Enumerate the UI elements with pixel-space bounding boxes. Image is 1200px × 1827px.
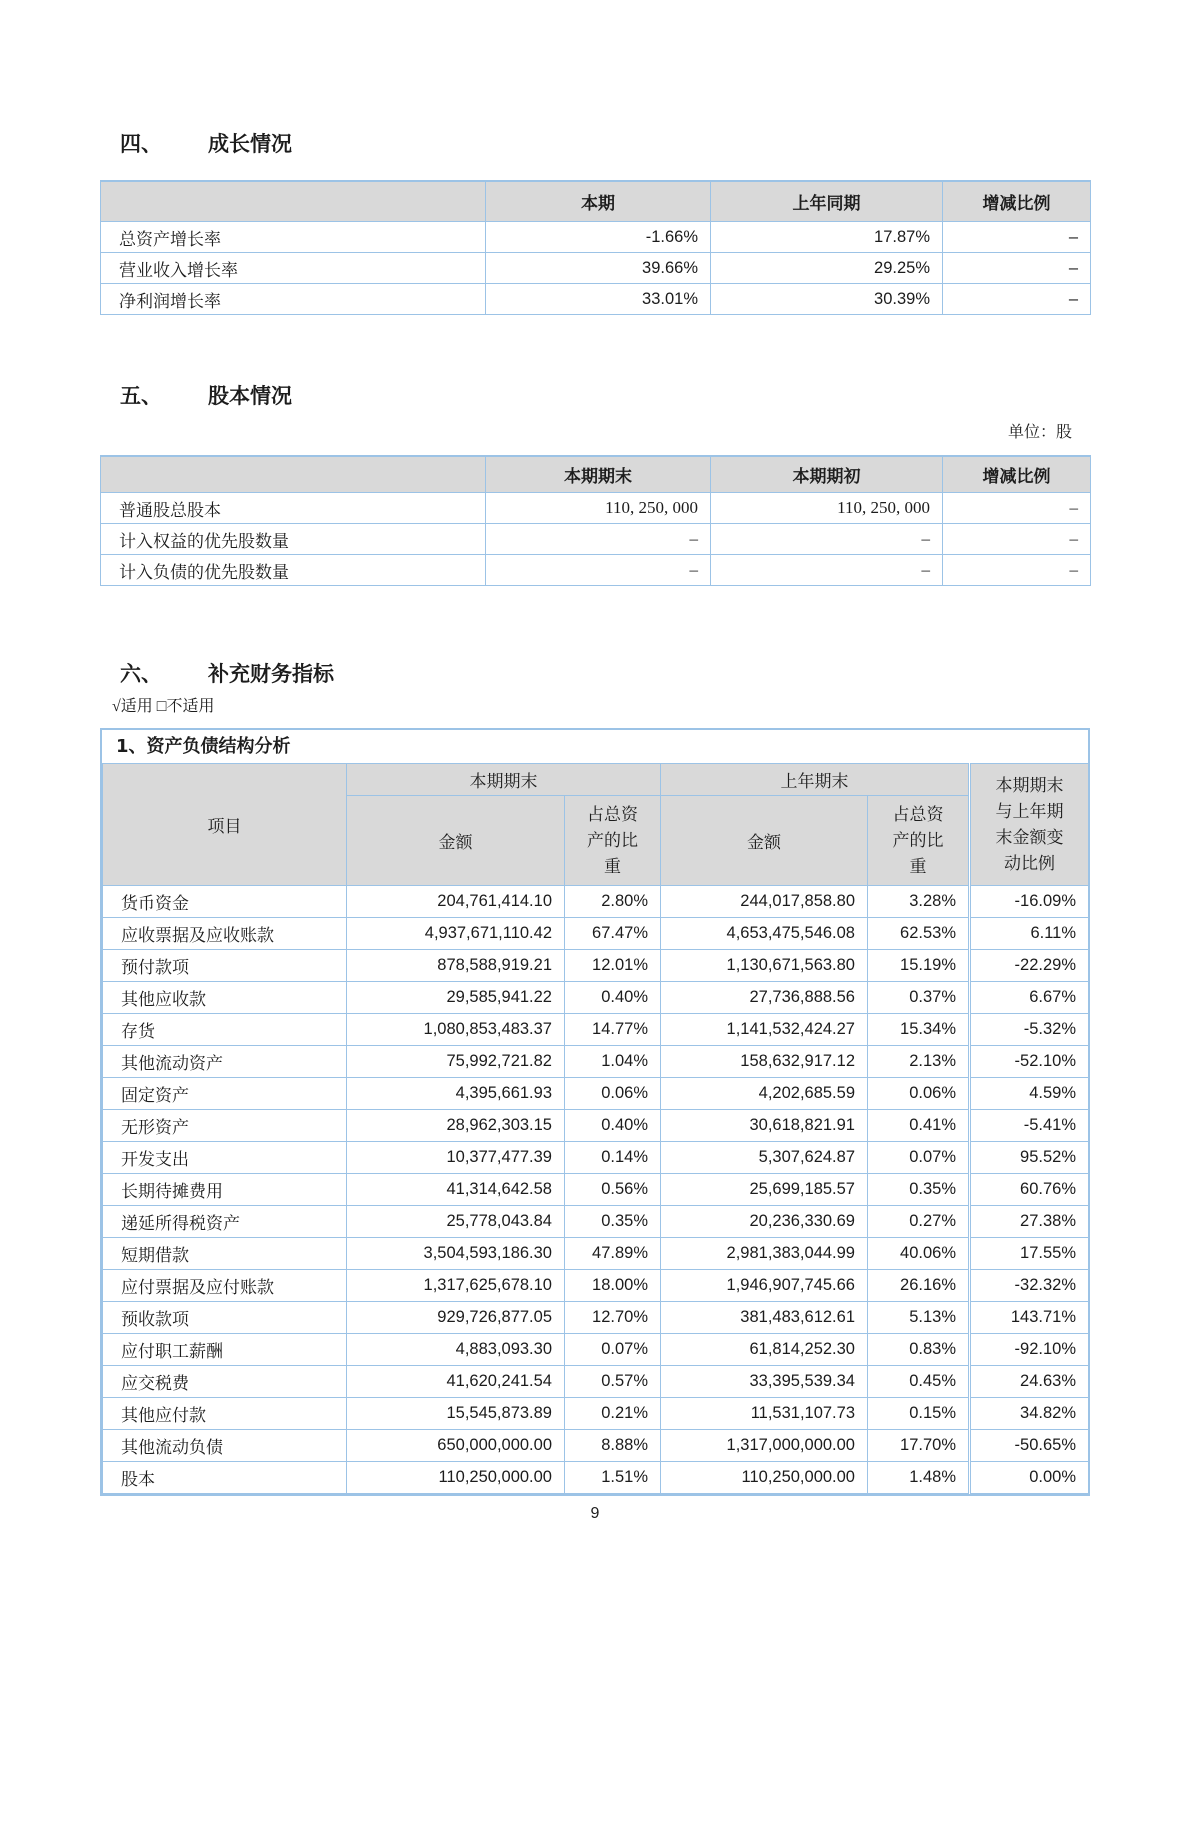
growth-header-current: 本期 <box>486 181 711 222</box>
table-row <box>103 886 1089 918</box>
cell-value: 60.76% <box>970 1174 1089 1206</box>
cell-value: 61,814,252.30 <box>661 1334 868 1366</box>
table-row <box>103 1142 1089 1174</box>
cell-value: 650,000,000.00 <box>347 1430 565 1462</box>
table-row <box>103 1014 1089 1046</box>
table-row <box>101 222 1091 253</box>
cell-value: 27,736,888.56 <box>661 982 868 1014</box>
cell-value: 1.04% <box>565 1046 661 1078</box>
cell-value: 24.63% <box>970 1366 1089 1398</box>
row-label: 应收票据及应收账款 <box>103 918 347 950</box>
table-row <box>103 1078 1089 1110</box>
cell-value: 0.45% <box>868 1366 970 1398</box>
row-label: 计入负债的优先股数量 <box>101 555 486 586</box>
section4-number: 四、 <box>120 132 162 156</box>
balance-header-group-current: 本期期末 <box>347 764 661 796</box>
balance-header-amount-current: 金额 <box>347 796 565 886</box>
cell-value: 4.59% <box>970 1078 1089 1110</box>
cell-value: 15,545,873.89 <box>347 1398 565 1430</box>
page-number: 9 <box>590 1505 600 1522</box>
cell-value: 110, 250, 000 <box>486 493 711 524</box>
table-row <box>103 950 1089 982</box>
table-row <box>103 1302 1089 1334</box>
table-row <box>103 1110 1089 1142</box>
row-label: 净利润增长率 <box>101 284 486 315</box>
table-row <box>101 493 1091 524</box>
cell-value: 40.06% <box>868 1238 970 1270</box>
cell-value: 0.27% <box>868 1206 970 1238</box>
cell-value: 0.83% <box>868 1334 970 1366</box>
cell-value: 29.25% <box>711 253 943 284</box>
cell-value: – <box>943 555 1091 586</box>
cell-value: 1.51% <box>565 1462 661 1494</box>
balance-header-group-prior: 上年期末 <box>661 764 970 796</box>
cell-value: 1,317,000,000.00 <box>661 1430 868 1462</box>
table-row <box>103 1334 1089 1366</box>
table-row <box>103 1270 1089 1302</box>
row-label: 其他应付款 <box>103 1398 347 1430</box>
table-row <box>103 1430 1089 1462</box>
balance-structure-box <box>100 728 1090 1496</box>
cell-value: 12.70% <box>565 1302 661 1334</box>
section4-heading <box>100 130 1090 158</box>
balance-structure-title: 1、资产负债结构分析 <box>102 730 1088 763</box>
cell-value: 5,307,624.87 <box>661 1142 868 1174</box>
row-label: 普通股总股本 <box>101 493 486 524</box>
cell-value: 1,080,853,483.37 <box>347 1014 565 1046</box>
cell-value: 15.34% <box>868 1014 970 1046</box>
table-row <box>101 284 1091 315</box>
cell-value: -5.32% <box>970 1014 1089 1046</box>
share-header-period-begin: 本期期初 <box>711 456 943 493</box>
table-row <box>103 982 1089 1014</box>
table-row <box>103 1046 1089 1078</box>
cell-value: 110,250,000.00 <box>347 1462 565 1494</box>
cell-value: 6.67% <box>970 982 1089 1014</box>
cell-value: 0.35% <box>868 1174 970 1206</box>
cell-value: 27.38% <box>970 1206 1089 1238</box>
section5-number: 五、 <box>120 384 162 408</box>
share-header-change: 增减比例 <box>943 456 1091 493</box>
row-label: 其他流动负债 <box>103 1430 347 1462</box>
cell-value: -92.10% <box>970 1334 1089 1366</box>
table-row <box>103 1238 1089 1270</box>
cell-value: 0.57% <box>565 1366 661 1398</box>
row-label: 其他应收款 <box>103 982 347 1014</box>
cell-value: -22.29% <box>970 950 1089 982</box>
cell-value: 3.28% <box>868 886 970 918</box>
balance-header-ratio-prior: 占总资产的比重 <box>868 796 970 886</box>
cell-value: 0.00% <box>970 1462 1089 1494</box>
cell-value: 0.35% <box>565 1206 661 1238</box>
applicability-note: √适用 □不适用 <box>112 698 215 715</box>
cell-value: 0.06% <box>868 1078 970 1110</box>
cell-value: 20,236,330.69 <box>661 1206 868 1238</box>
table-row <box>101 555 1091 586</box>
share-header-period-end: 本期期末 <box>486 456 711 493</box>
cell-value: -1.66% <box>486 222 711 253</box>
section6-title: 补充财务指标 <box>208 662 334 686</box>
section6-number: 六、 <box>120 662 162 686</box>
cell-value: 2.13% <box>868 1046 970 1078</box>
table-row <box>103 1206 1089 1238</box>
share-capital-table <box>100 455 1091 586</box>
cell-value: 4,395,661.93 <box>347 1078 565 1110</box>
cell-value: 0.06% <box>565 1078 661 1110</box>
row-label: 预付款项 <box>103 950 347 982</box>
row-label: 股本 <box>103 1462 347 1494</box>
cell-value: 110,250,000.00 <box>661 1462 868 1494</box>
cell-value: – <box>486 524 711 555</box>
cell-value: 0.15% <box>868 1398 970 1430</box>
section5-heading <box>100 382 1090 410</box>
balance-header-row-groups <box>103 764 1089 796</box>
cell-value: – <box>943 493 1091 524</box>
cell-value: 26.16% <box>868 1270 970 1302</box>
report-page <box>0 130 1200 1525</box>
cell-value: 1,130,671,563.80 <box>661 950 868 982</box>
growth-table-header-row <box>101 181 1091 222</box>
cell-value: 11,531,107.73 <box>661 1398 868 1430</box>
growth-header-change: 增减比例 <box>943 181 1091 222</box>
balance-header-ratio-current: 占总资产的比重 <box>565 796 661 886</box>
cell-value: 39.66% <box>486 253 711 284</box>
cell-value: 41,620,241.54 <box>347 1366 565 1398</box>
row-label: 其他流动资产 <box>103 1046 347 1078</box>
balance-header-item: 项目 <box>103 764 347 886</box>
row-label: 存货 <box>103 1014 347 1046</box>
cell-value: 4,653,475,546.08 <box>661 918 868 950</box>
cell-value: 75,992,721.82 <box>347 1046 565 1078</box>
row-label: 货币资金 <box>103 886 347 918</box>
cell-value: 244,017,858.80 <box>661 886 868 918</box>
cell-value: 1,317,625,678.10 <box>347 1270 565 1302</box>
balance-structure-table <box>102 763 1089 1494</box>
cell-value: 0.37% <box>868 982 970 1014</box>
cell-value: 12.01% <box>565 950 661 982</box>
cell-value: 95.52% <box>970 1142 1089 1174</box>
cell-value: 0.40% <box>565 1110 661 1142</box>
cell-value: 1,141,532,424.27 <box>661 1014 868 1046</box>
cell-value: 62.53% <box>868 918 970 950</box>
cell-value: 41,314,642.58 <box>347 1174 565 1206</box>
cell-value: 5.13% <box>868 1302 970 1334</box>
row-label: 递延所得税资产 <box>103 1206 347 1238</box>
cell-value: 4,937,671,110.42 <box>347 918 565 950</box>
cell-value: 0.07% <box>565 1334 661 1366</box>
cell-value: 4,202,685.59 <box>661 1078 868 1110</box>
cell-value: 14.77% <box>565 1014 661 1046</box>
cell-value: 929,726,877.05 <box>347 1302 565 1334</box>
cell-value: 17.55% <box>970 1238 1089 1270</box>
cell-value: 25,699,185.57 <box>661 1174 868 1206</box>
section6-heading <box>100 660 1090 688</box>
row-label: 总资产增长率 <box>101 222 486 253</box>
cell-value: 10,377,477.39 <box>347 1142 565 1174</box>
cell-value: 158,632,917.12 <box>661 1046 868 1078</box>
cell-value: 17.70% <box>868 1430 970 1462</box>
cell-value: 2.80% <box>565 886 661 918</box>
cell-value: – <box>943 524 1091 555</box>
table-row <box>103 1366 1089 1398</box>
row-label: 预收款项 <box>103 1302 347 1334</box>
cell-value: 6.11% <box>970 918 1089 950</box>
cell-value: 0.07% <box>868 1142 970 1174</box>
cell-value: 2,981,383,044.99 <box>661 1238 868 1270</box>
cell-value: 29,585,941.22 <box>347 982 565 1014</box>
cell-value: – <box>711 524 943 555</box>
share-header-blank <box>101 456 486 493</box>
cell-value: 4,883,093.30 <box>347 1334 565 1366</box>
section5-title: 股本情况 <box>208 384 292 408</box>
balance-header-change: 本期期末与上年期末金额变动比例 <box>970 764 1089 886</box>
cell-value: 18.00% <box>565 1270 661 1302</box>
growth-header-prior: 上年同期 <box>711 181 943 222</box>
cell-value: 33,395,539.34 <box>661 1366 868 1398</box>
cell-value: – <box>486 555 711 586</box>
cell-value: 143.71% <box>970 1302 1089 1334</box>
table-row <box>103 918 1089 950</box>
cell-value: 30.39% <box>711 284 943 315</box>
share-capital-header-row <box>101 456 1091 493</box>
row-label: 计入权益的优先股数量 <box>101 524 486 555</box>
row-label: 应付职工薪酬 <box>103 1334 347 1366</box>
cell-value: 15.19% <box>868 950 970 982</box>
row-label: 开发支出 <box>103 1142 347 1174</box>
cell-value: 8.88% <box>565 1430 661 1462</box>
cell-value: -5.41% <box>970 1110 1089 1142</box>
table-row <box>103 1398 1089 1430</box>
cell-value: 878,588,919.21 <box>347 950 565 982</box>
cell-value: -32.32% <box>970 1270 1089 1302</box>
section4-title: 成长情况 <box>208 132 292 156</box>
cell-value: -16.09% <box>970 886 1089 918</box>
cell-value: – <box>943 222 1091 253</box>
cell-value: 1,946,907,745.66 <box>661 1270 868 1302</box>
cell-value: – <box>943 253 1091 284</box>
cell-value: 34.82% <box>970 1398 1089 1430</box>
cell-value: 1.48% <box>868 1462 970 1494</box>
cell-value: 25,778,043.84 <box>347 1206 565 1238</box>
cell-value: – <box>711 555 943 586</box>
cell-value: 3,504,593,186.30 <box>347 1238 565 1270</box>
row-label: 应付票据及应付账款 <box>103 1270 347 1302</box>
cell-value: – <box>943 284 1091 315</box>
cell-value: 47.89% <box>565 1238 661 1270</box>
cell-value: 0.40% <box>565 982 661 1014</box>
row-label: 营业收入增长率 <box>101 253 486 284</box>
table-row <box>103 1462 1089 1494</box>
table-row <box>103 1174 1089 1206</box>
cell-value: 30,618,821.91 <box>661 1110 868 1142</box>
cell-value: 0.56% <box>565 1174 661 1206</box>
row-label: 短期借款 <box>103 1238 347 1270</box>
table-row <box>101 524 1091 555</box>
cell-value: 67.47% <box>565 918 661 950</box>
table-row <box>101 253 1091 284</box>
cell-value: 17.87% <box>711 222 943 253</box>
growth-table <box>100 180 1091 315</box>
balance-header-amount-prior: 金额 <box>661 796 868 886</box>
cell-value: 0.14% <box>565 1142 661 1174</box>
row-label: 无形资产 <box>103 1110 347 1142</box>
cell-value: 28,962,303.15 <box>347 1110 565 1142</box>
unit-note: 单位：股 <box>1007 424 1072 441</box>
cell-value: 381,483,612.61 <box>661 1302 868 1334</box>
row-label: 长期待摊费用 <box>103 1174 347 1206</box>
row-label: 应交税费 <box>103 1366 347 1398</box>
cell-value: 0.21% <box>565 1398 661 1430</box>
cell-value: -50.65% <box>970 1430 1089 1462</box>
row-label: 固定资产 <box>103 1078 347 1110</box>
cell-value: 204,761,414.10 <box>347 886 565 918</box>
growth-header-blank <box>101 181 486 222</box>
cell-value: 33.01% <box>486 284 711 315</box>
cell-value: 0.41% <box>868 1110 970 1142</box>
cell-value: -52.10% <box>970 1046 1089 1078</box>
cell-value: 110, 250, 000 <box>711 493 943 524</box>
